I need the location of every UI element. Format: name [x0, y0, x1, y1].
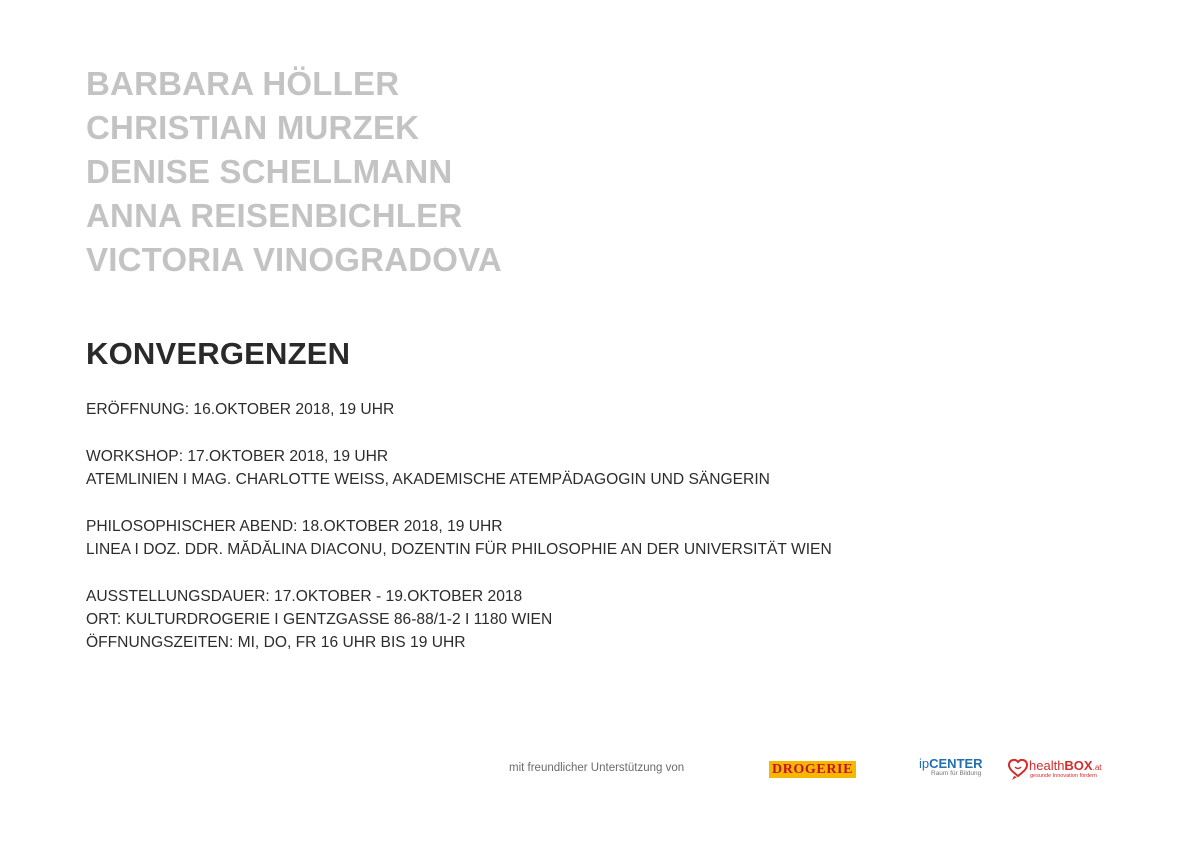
- opening-block: [86, 398, 1086, 421]
- opening-hours: ÖFFNUNGSZEITEN: MI, DO, FR 16 UHR BIS 19 UHR: [86, 634, 466, 651]
- exhibition-details-block: [86, 585, 1086, 654]
- philosophy-detail: LINEA I DOZ. DDR. MĂDĂLINA DIACONU, DOZENTIN FÜR PHILOSOPHIE AN DER UNIVERSITÄT WIEN: [86, 541, 832, 558]
- artist-name: ANNA REISENBICHLER: [86, 197, 463, 234]
- ipcenter-tagline: Raum für Bildung: [931, 770, 982, 777]
- exhibition-title: KONVERGENZEN: [86, 336, 351, 371]
- support-text: mit freundlicher Unterstützung von: [509, 762, 685, 774]
- artist-list: [86, 62, 502, 282]
- artist-name: CHRISTIAN MURZEK: [86, 109, 420, 146]
- artist-name: DENISE SCHELLMANN: [86, 153, 453, 190]
- heart-bubble-icon: [1008, 759, 1028, 781]
- sponsor-footer: [0, 752, 1200, 792]
- healthbox-logo: [1008, 757, 1118, 785]
- workshop-date: WORKSHOP: 17.OKTOBER 2018, 19 UHR: [86, 448, 389, 465]
- healthbox-tagline: gesunde Innovation fördern: [1030, 773, 1097, 779]
- ipcenter-logo: [919, 757, 989, 777]
- healthbox-tld-text: .at: [1092, 763, 1102, 772]
- opening-line: ERÖFFNUNG: 16.OKTOBER 2018, 19 UHR: [86, 401, 395, 418]
- drogerie-logo: [769, 761, 856, 778]
- workshop-block: [86, 445, 1086, 491]
- ipcenter-ip-text: ip: [919, 756, 930, 771]
- philosophy-block: [86, 515, 1086, 561]
- exhibition-location: ORT: KULTURDROGERIE I GENTZGASSE 86-88/1-2 I 1180 WIEN: [86, 611, 553, 628]
- healthbox-health-text: health: [1029, 758, 1065, 773]
- drogerie-logo-text: DROGERIE: [772, 762, 854, 777]
- ipcenter-center-text: CENTER: [929, 756, 983, 771]
- healthbox-box-text: BOX: [1064, 758, 1093, 773]
- philosophy-date: PHILOSOPHISCHER ABEND: 18.OKTOBER 2018, 19 UHR: [86, 518, 503, 535]
- workshop-detail: ATEMLINIEN I MAG. CHARLOTTE WEISS, AKADEMISCHE ATEMPÄDAGOGIN UND SÄNGERIN: [86, 471, 770, 488]
- exhibition-duration: AUSSTELLUNGSDAUER: 17.OKTOBER - 19.OKTOBER 2018: [86, 588, 523, 605]
- artist-name: VICTORIA VINOGRADOVA: [86, 241, 502, 278]
- artist-name: BARBARA HÖLLER: [86, 65, 400, 102]
- event-info: [86, 398, 1086, 678]
